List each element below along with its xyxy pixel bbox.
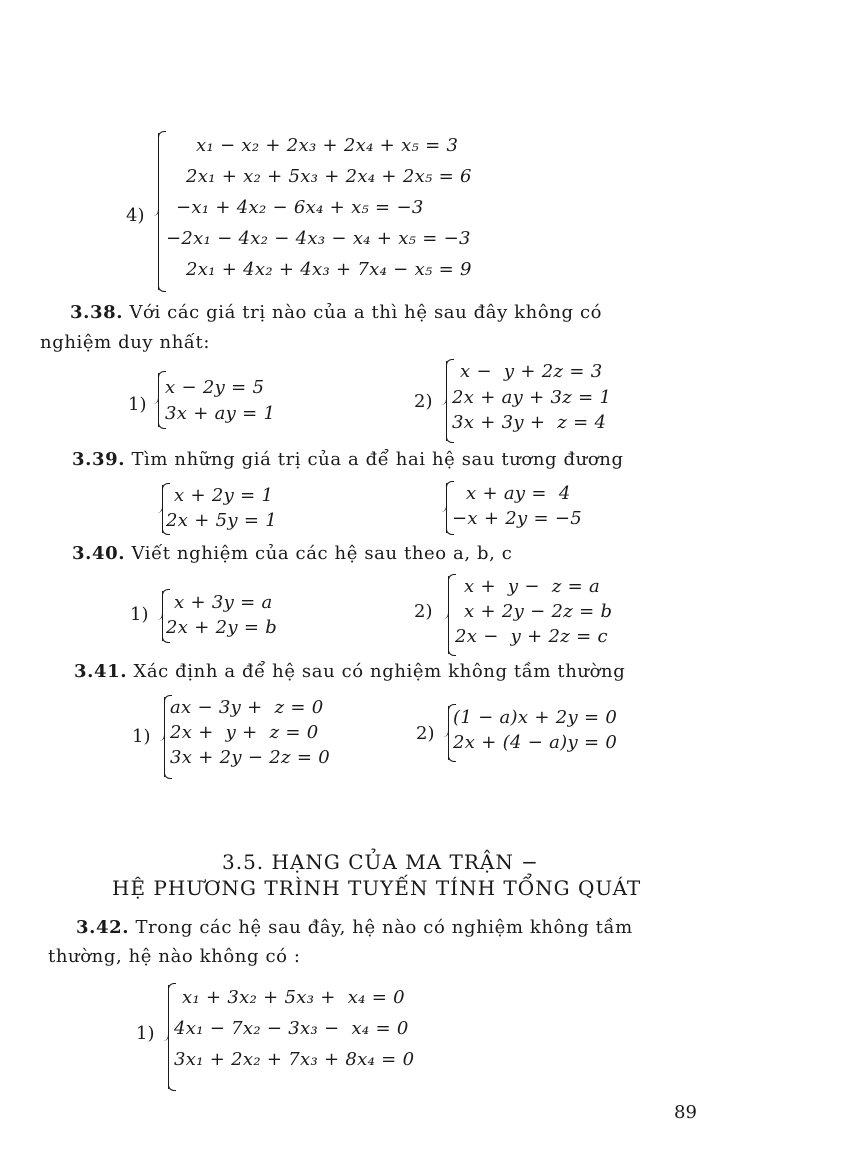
problem-3-42-number: 3.42. [76, 917, 130, 938]
section-title-line1: 3.5. HẠNG CỦA MA TRẬN − [222, 850, 539, 874]
problem-3-38-sys2-eq-2: 2x + ay + 3z = 1 [452, 387, 612, 408]
problem-3-38-sys2-label: 2) [414, 391, 433, 412]
problem-3-38-sys2-eq-1: x − y + 2z = 3 [460, 361, 603, 382]
problem-3-39-statement: Tìm những giá trị của a để hai hệ sau tương đương [131, 449, 624, 470]
problem-3-38-sys1-eq-2: 3x + ay = 1 [165, 403, 276, 424]
problem-3-41-sys2-eq-2: 2x + (4 − a)y = 0 [453, 732, 618, 753]
problem-3-41-statement: Xác định a để hệ sau có nghiệm không tầm thường [133, 661, 626, 682]
problem-3-40-sys2-eq-3: 2x − y + 2z = c [455, 626, 608, 647]
problem-3-40-text [72, 543, 512, 565]
problem-3-41-sys1-eq-3: 3x + 2y − 2z = 0 [170, 747, 330, 768]
system-4-eq-1: x₁ − x₂ + 2x₃ + 2x₄ + x₅ = 3 [196, 135, 459, 156]
problem-3-41-sys1-eq-1: ax − 3y + z = 0 [170, 697, 324, 718]
section-title-line2: HỆ PHƯƠNG TRÌNH TUYẾN TÍNH TỔNG QUÁT [112, 876, 642, 900]
problem-3-42-sys1-eq-1: x₁ + 3x₂ + 5x₃ + x₄ = 0 [182, 987, 405, 1008]
problem-3-39-sysB-eq-1: x + ay = 4 [466, 483, 571, 504]
problem-3-38-sys2-brace [446, 361, 447, 441]
problem-3-38-sys2-eq-3: 3x + 3y + z = 4 [452, 412, 607, 433]
problem-3-41-sys2-label: 2) [416, 723, 435, 744]
problem-3-38-statement: Với các giá trị nào của a thì hệ sau đây không có [129, 302, 603, 323]
problem-3-40-statement: Viết nghiệm của các hệ sau theo a, b, c [131, 543, 513, 564]
problem-3-40-sys2-brace [448, 576, 449, 654]
problem-3-38-text-line2: nghiệm duy nhất: [40, 332, 211, 353]
problem-3-39-text [72, 449, 624, 471]
problem-3-39-sysA-eq-1: x + 2y = 1 [174, 485, 274, 506]
problem-3-40-number: 3.40. [72, 543, 126, 564]
problem-3-40-sys1-label: 1) [130, 604, 149, 625]
problem-3-39-sysA-eq-2: 2x + 5y = 1 [166, 510, 278, 531]
problem-3-40-sys2-eq-2: x + 2y − 2z = b [464, 601, 613, 622]
problem-3-40-sys2-eq-1: x + y − z = a [464, 576, 601, 597]
problem-3-38-number: 3.38. [70, 302, 124, 323]
problem-3-40-sys2-label: 2) [414, 601, 433, 622]
problem-3-42-sys1-brace [168, 985, 169, 1089]
problem-3-41-sys2-brace [448, 706, 449, 760]
system-4-eq-3: −x₁ + 4x₂ − 6x₄ + x₅ = −3 [176, 197, 424, 218]
problem-3-39-sysB-brace [446, 483, 447, 533]
problem-3-39-sysB-eq-2: −x + 2y = −5 [452, 508, 583, 529]
page-number: 89 [674, 1102, 697, 1123]
problem-3-40-sys1-brace [162, 591, 163, 641]
problem-3-38-text-line1 [70, 302, 602, 324]
problem-3-39-sysA-brace [162, 485, 163, 533]
problem-3-41-number: 3.41. [74, 661, 128, 682]
problem-3-41-sys1-label: 1) [132, 726, 151, 747]
system-4-eq-2: 2x₁ + x₂ + 5x₃ + 2x₄ + 2x₅ = 6 [186, 166, 472, 187]
problem-3-42-text-line1 [76, 917, 633, 939]
problem-3-40-sys1-eq-2: 2x + 2y = b [166, 617, 278, 638]
problem-3-38-sys1-eq-1: x − 2y = 5 [165, 377, 265, 398]
problem-3-42-text-line2: thường, hệ nào không có : [48, 946, 301, 967]
problem-3-41-sys1-brace [164, 697, 165, 777]
problem-3-41-sys2-eq-1: (1 − a)x + 2y = 0 [453, 707, 618, 728]
problem-3-41-text [74, 661, 625, 683]
problem-3-40-sys1-eq-1: x + 3y = a [174, 592, 273, 613]
problem-3-42-sys1-eq-2: 4x₁ − 7x₂ − 3x₃ − x₄ = 0 [174, 1018, 409, 1039]
system-4-eq-4: −2x₁ − 4x₂ − 4x₃ − x₄ + x₅ = −3 [166, 228, 471, 249]
system-4-label: 4) [126, 205, 145, 226]
system-4-eq-5: 2x₁ + 4x₂ + 4x₃ + 7x₄ − x₅ = 9 [186, 259, 472, 280]
problem-3-38-sys1-label: 1) [128, 394, 147, 415]
problem-3-42-sys1-eq-3: 3x₁ + 2x₂ + 7x₃ + 8x₄ = 0 [174, 1049, 415, 1070]
problem-3-38-sys1-brace [158, 373, 159, 427]
problem-3-42-sys1-label: 1) [136, 1023, 155, 1044]
system-4-brace [158, 133, 159, 290]
problem-3-41-sys1-eq-2: 2x + y + z = 0 [170, 722, 319, 743]
problem-3-42-statement: Trong các hệ sau đây, hệ nào có nghiệm không tầm [135, 917, 633, 938]
problem-3-39-number: 3.39. [72, 449, 126, 470]
